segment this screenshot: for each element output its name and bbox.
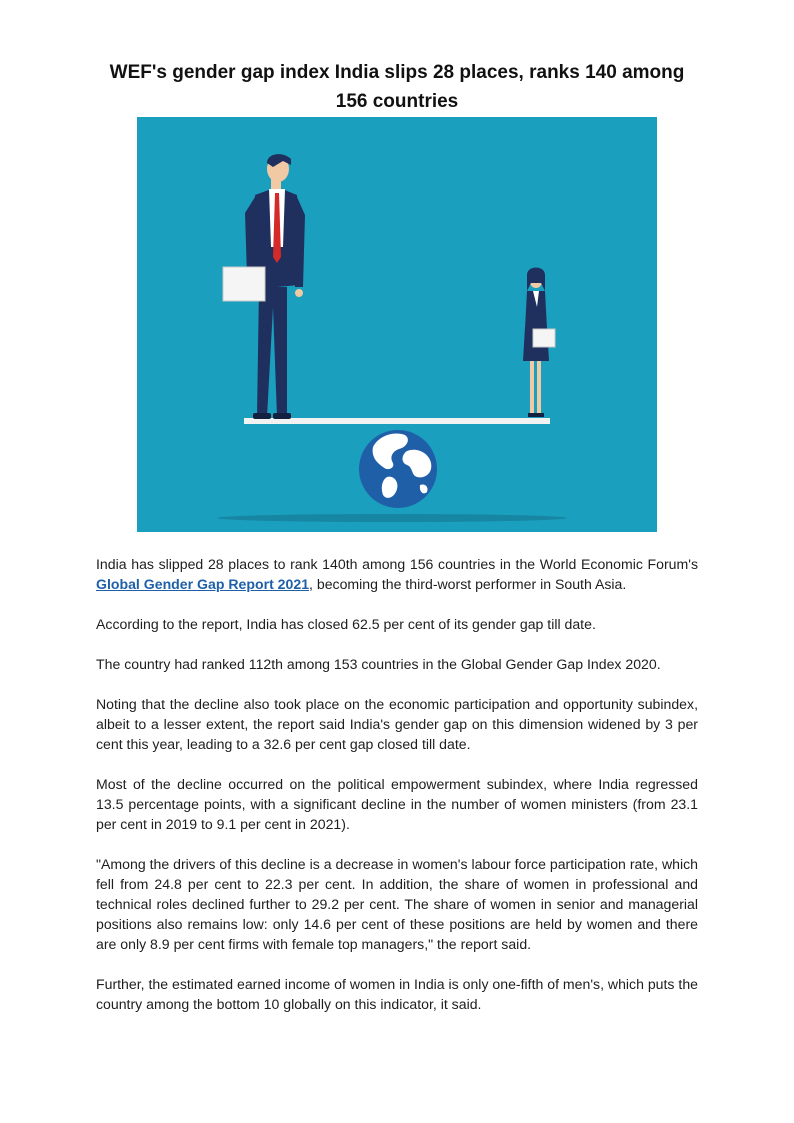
woman-figure — [523, 268, 555, 418]
article-body — [96, 554, 698, 1034]
man-figure — [223, 154, 305, 419]
paragraph-5: Most of the decline occurred on the political empowerment subindex, where India regressed 13.5 percentage points, with a significant decline in the number of women ministers (from 23.1 per cent in 2019 to 9.1 per cent in 2021). — [96, 776, 698, 832]
paragraph-4: Noting that the decline also took place on the economic participation and opportunity subindex, albeit to a lesser extent, the report said India's gender gap on this dimension widened by 3 per cent this year, leading to a 32.6 per cent gap closed till date. — [96, 696, 698, 752]
article-title: WEF's gender gap index India slips 28 places, ranks 140 among 156 countries — [109, 62, 685, 112]
paragraph-7: Further, the estimated earned income of women in India is only one-fifth of men's, which puts the country among the bottom 10 globally on this indicator, it said. — [96, 976, 698, 1012]
globe-icon — [359, 430, 437, 508]
paragraph-2: According to the report, India has closed 62.5 per cent of its gender gap till date. — [96, 616, 596, 632]
seesaw-plank — [244, 418, 550, 424]
paragraph-6: "Among the drivers of this decline is a decrease in women's labour force participation rate, which fell from 24.8 per cent to 22.3 per cent. In addition, the share of women in professional and technical roles declined further to 29.2 per cent. The share of women in senior and managerial positions also remains low: only 14.6 per cent of these positions are held by women and there are only 8.9 per cent firms with female top managers," the report said. — [96, 856, 698, 952]
paragraph-3: The country had ranked 112th among 153 countries in the Global Gender Gap Index 2020. — [96, 656, 661, 672]
report-link[interactable]: Global Gender Gap Report 2021 — [96, 576, 310, 592]
paragraph-1: India has slipped 28 places to rank 140th among 156 countries in the World Economic Forum's Global Gender Gap Report 2021, becoming the third-worst performer in South Asia. — [96, 556, 698, 592]
article-illustration — [137, 117, 657, 532]
shadow — [217, 514, 567, 522]
